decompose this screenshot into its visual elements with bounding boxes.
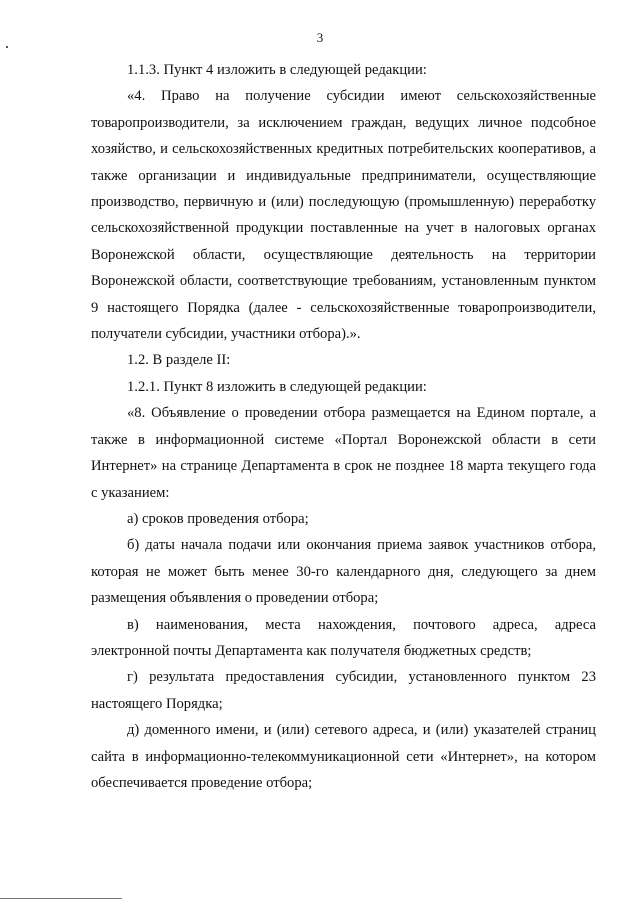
document-body	[91, 57, 596, 796]
margin-mark	[6, 46, 8, 48]
list-item-a: а) сроков проведения отбора;	[127, 510, 309, 527]
paragraph-1-1-3: 1.1.3. Пункт 4 изложить в следующей редакции:	[127, 62, 427, 78]
list-item-b: б) даты начала подачи или окончания приема заявок участников отбора, которая не может быть менее 30-го календарного дня, следующего за днем размещения объявления о проведении отбора;	[91, 537, 596, 607]
page-number: 3	[316, 30, 324, 45]
paragraph-item-4: «4. Право на получение субсидии имеют сельскохозяйственные товаропроизводители, за исключением граждан, ведущих личное подсобное хозяйство, и сельскохозяйственных кредитных потребительских кооперативов, а также организации и индивидуальные предприниматели, осуществляющие производство, первичную и (или) последующую (промышленную) переработку сельскохозяйственной продукции поставленные на учет в налоговых органах Воронежской области, осуществляющие деятельность на территории Воронежской области, соответствующие требованиям, установленным пунктом 9 настоящего Порядка (далее - сельскохозяйственные товаропроизводители, получатели субсидии, участники отбора).».	[91, 88, 596, 343]
paragraph-1-2-1: 1.2.1. Пункт 8 изложить в следующей редакции:	[127, 378, 427, 395]
list-item-d: д) доменного имени, и (или) сетевого адреса, и (или) указателей страниц сайта в информационно-телекоммуникационной сети «Интернет», на котором обеспечивается проведение отбора;	[91, 722, 596, 791]
list-item-g: г) результата предоставления субсидии, установленного пунктом 23 настоящего Порядка;	[91, 669, 596, 712]
footer-rule	[0, 898, 122, 899]
paragraph-1-2: 1.2. В разделе II:	[127, 352, 231, 369]
list-item-v: в) наименования, места нахождения, почтового адреса, адреса электронной почты Департамента как получателя бюджетных средств;	[91, 616, 596, 659]
paragraph-item-8: «8. Объявление о проведении отбора размещается на Едином портале, а также в информационной системе «Портал Воронежской области в сети Интернет» на странице Департамента в срок не позднее 18 марта текущего года с указанием:	[91, 405, 596, 501]
